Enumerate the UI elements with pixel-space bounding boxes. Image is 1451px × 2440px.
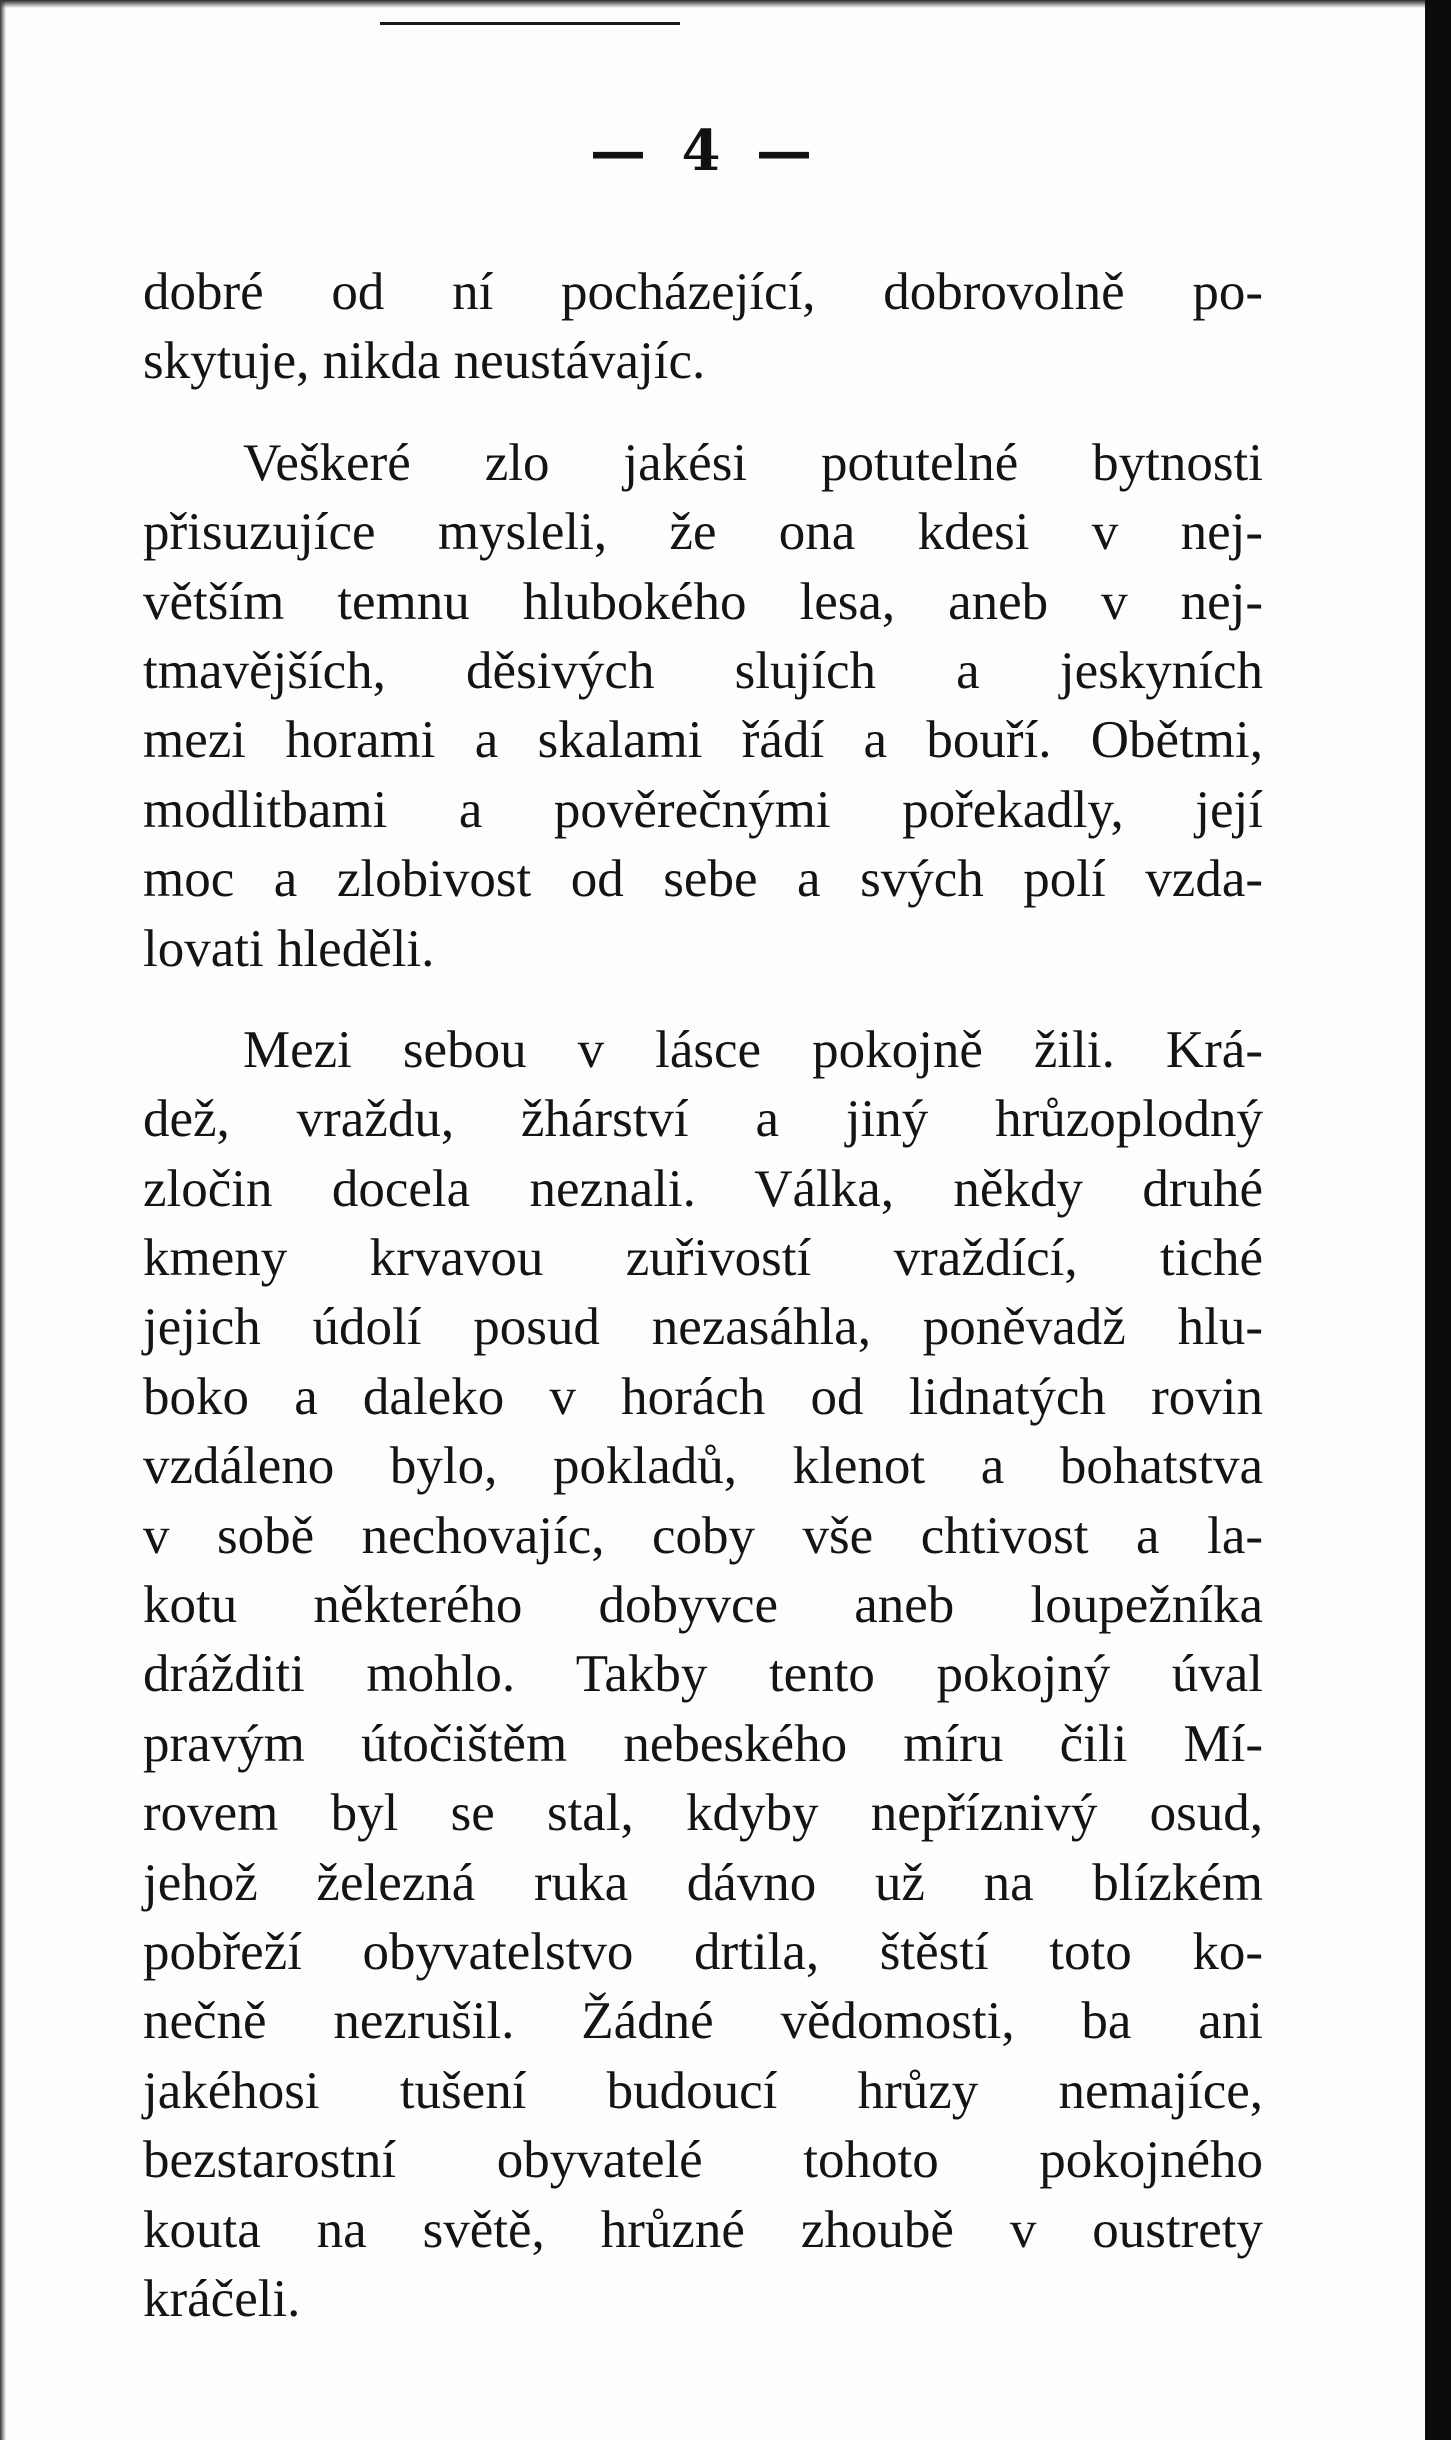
text-line: dež, vraždu, žhárství a jiný hrůzoplodný (143, 1090, 1263, 1149)
page-number: — 4 — (590, 118, 820, 184)
text-line: moc a zlobivost od sebe a svých polí vzda- (143, 850, 1263, 909)
text-line: modlitbami a pověrečnými pořekadly, její (143, 780, 1263, 839)
text-line: bezstarostní obyvatelé tohoto pokojného (143, 2131, 1263, 2190)
body-text (143, 258, 1263, 2334)
text-line: vzdáleno bylo, pokladů, klenot a bohatstva (143, 1437, 1263, 1496)
text-line: Mezi sebou v lásce pokojně žili. Krá- (243, 1020, 1263, 1079)
text-line: větším temnu hlubokého lesa, aneb v nej- (143, 572, 1263, 631)
text-line: lovati hleděli. (143, 919, 435, 978)
text-line: rovem byl se stal, kdyby nepříznivý osud, (143, 1784, 1263, 1843)
text-line: jehož železná ruka dávno už na blízkém (143, 1853, 1263, 1912)
text-line: boko a daleko v horách od lidnatých rovin (143, 1367, 1263, 1426)
text-line: pobřeží obyvatelstvo drtila, štěstí toto ko- (143, 1922, 1263, 1981)
page-left-edge (0, 0, 6, 2440)
paragraph-3 (143, 1016, 1263, 2334)
text-line: jakéhosi tušení budoucí hrůzy nemajíce, (143, 2061, 1263, 2120)
text-line: kouta na světě, hrůzné zhoubě v oustrety (143, 2200, 1263, 2259)
text-line: dobré od ní pocházející, dobrovolně po- (143, 263, 1263, 321)
text-line: drážditi mohlo. Takby tento pokojný úval (143, 1645, 1263, 1704)
text-line: v sobě nechovajíc, coby vše chtivost a la- (143, 1506, 1263, 1565)
text-line: pravým útočištěm nebeského míru čili Mí- (143, 1714, 1263, 1773)
text-line: kráčeli. (143, 2269, 301, 2328)
text-line: kotu některého dobyvce aneb loupežníka (143, 1576, 1263, 1635)
page-top-edge (0, 0, 1451, 8)
text-line: skytuje, nikda neustávajíc. (143, 332, 706, 391)
text-line: mezi horami a skalami řádí a bouří. Obětmi, (143, 711, 1263, 770)
top-rule (380, 22, 680, 25)
text-line: Veškeré zlo jakési potutelné bytnosti (243, 433, 1263, 492)
text-line: jejich údolí posud nezasáhla, poněvadž hlu- (143, 1298, 1263, 1357)
text-line: kmeny krvavou zuřivostí vraždící, tiché (143, 1229, 1263, 1288)
paragraph-1 (143, 258, 1263, 397)
text-line: tmavějších, děsivých slujích a jeskyních (143, 641, 1263, 700)
page-right-edge (1425, 0, 1451, 2440)
text-line: zločin docela neznali. Válka, někdy druhé (143, 1159, 1263, 1218)
paragraph-2 (143, 429, 1263, 984)
text-line: přisuzujíce mysleli, že ona kdesi v nej- (143, 503, 1263, 562)
text-line: nečně nezrušil. Žádné vědomosti, ba ani (143, 1992, 1263, 2051)
